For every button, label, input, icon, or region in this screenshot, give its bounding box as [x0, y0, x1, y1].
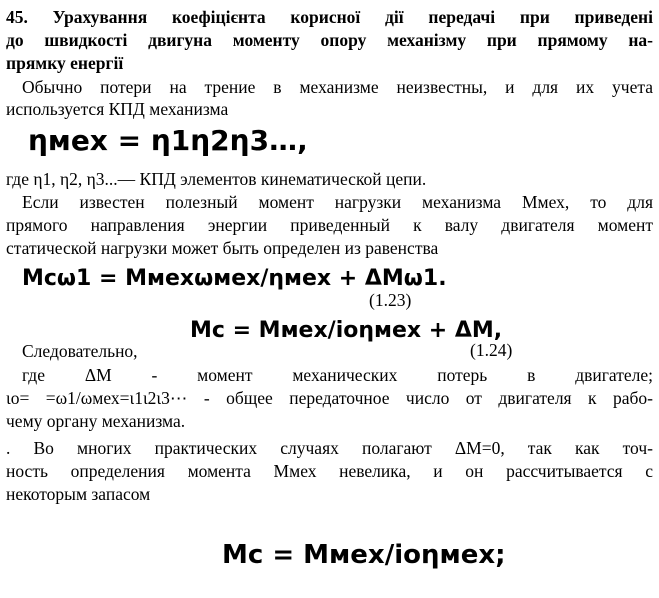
paragraph-3-line-2: прямого направления энергии приведенный к валу двигателя момент — [6, 215, 653, 235]
consequently-text: Следовательно, — [22, 341, 138, 361]
formula-1-23: Mсω1 = Mмехωмех/ηмех + ΔMω1. — [22, 266, 447, 291]
paragraph-5-line-1: . Во многих практических случаях полагают ΔM=0, так как точ- — [6, 438, 653, 458]
formula-efficiency-product: ηмех = η1η2η3…, — [28, 124, 308, 157]
paragraph-3-line-3: статической нагрузки может быть определен из равенства — [6, 238, 439, 258]
paragraph-1-line-1: Обычно потери на трение в механизме неизвестны, и для их учета — [22, 77, 653, 97]
paragraph-4-line-2: ιo= =ω1/ωмех=ι1ι2ι3⋯ - общее передаточное число от двигателя к рабо- — [6, 388, 653, 408]
section-heading-line-1: 45. Урахування коефіцієнта корисної дії передачі при приведені — [6, 7, 653, 27]
paragraph-3-line-1: Если известен полезный момент нагрузки механизма Mмех, то для — [22, 192, 653, 212]
paragraph-4-line-3: чему органу механизма. — [6, 411, 186, 431]
paragraph-4-line-1: где ΔM - момент механических потерь в двигателе; — [22, 365, 653, 385]
section-heading-line-3: прямку енергії — [6, 53, 124, 73]
paragraph-2: где η1, η2, η3...— КПД элементов кинематической цепи. — [6, 169, 427, 189]
formula-1-24: Mс = Mмех/iоηмех + ΔM, — [190, 318, 503, 343]
paragraph-5-line-2: ность определения момента Ммех невелика, и он рассчитывается с — [6, 461, 653, 481]
formula-static-torque: Mс = Mмех/iоηмех; — [222, 540, 506, 570]
equation-number-1-23: (1.23) — [369, 290, 412, 310]
section-heading-line-2: до швидкості двигуна моменту опору механізму при прямому на- — [6, 30, 653, 50]
paragraph-1-line-2: используется КПД механизма — [6, 99, 229, 119]
paragraph-5-line-3: некоторым запасом — [6, 484, 151, 504]
equation-number-1-24: (1.24) — [470, 340, 513, 360]
